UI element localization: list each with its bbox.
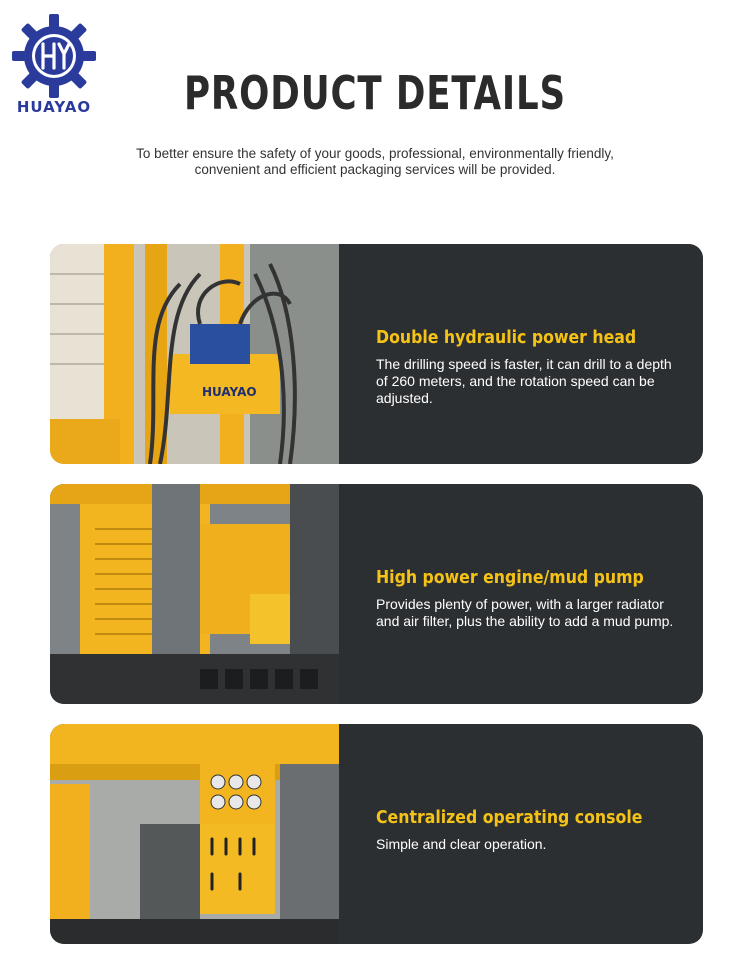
page-subtitle: [100, 146, 650, 178]
photo-brand-label: HUAYAO: [202, 385, 257, 399]
engine-photo: [50, 484, 339, 704]
console-photo: [50, 724, 339, 944]
feature-card-power-head: [50, 244, 703, 464]
card-description: Provides plenty of power, with a larger radiator and air filter, plus the ability to add a mud pump.: [376, 596, 674, 629]
card-text: [376, 568, 679, 630]
card-description: The drilling speed is faster, it can drill to a depth of 260 meters, and the rotation speed can be adjusted.: [376, 356, 672, 406]
power-head-photo: [50, 244, 339, 464]
feature-card-console: [50, 724, 703, 944]
card-text: [376, 328, 679, 407]
card-title: High power engine/mud pump: [376, 568, 644, 588]
feature-card-engine: [50, 484, 703, 704]
brand-name: HUAYAO: [16, 98, 92, 116]
card-title: Centralized operating console: [376, 808, 643, 828]
card-description: Simple and clear operation.: [376, 836, 547, 852]
card-text: [376, 808, 679, 853]
subtitle-line-1: To better ensure the safety of your goods, professional, environmentally friendly,: [136, 146, 614, 161]
subtitle-line-2: convenient and efficient packaging services will be provided.: [194, 162, 556, 177]
card-title: Double hydraulic power head: [376, 328, 637, 348]
page-title: PRODUCT DETAILS: [183, 66, 567, 120]
